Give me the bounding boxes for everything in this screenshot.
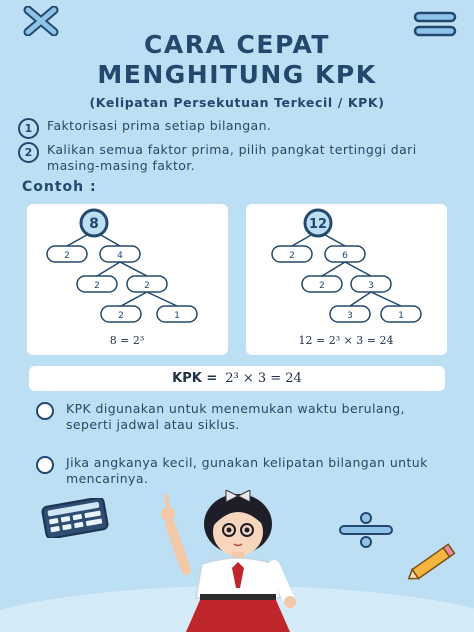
bullet-circle-icon [36,402,54,420]
tip-1 [36,401,446,433]
step-1 [18,118,447,139]
kpk-expression: 2³ × 3 = 24 [225,371,302,386]
pencil-icon [404,540,460,586]
calculator-icon [40,498,110,538]
factor-tree-card-12 [246,204,447,355]
tree-node: 2 [64,251,70,261]
tree-node: 1 [174,311,180,321]
tree-node: 2 [319,281,325,291]
kpk-label: KPK = [172,371,218,386]
tip-text: Jika angkanya kecil, gunakan kelipatan bilangan untuk mencarinya. [66,455,428,486]
title-line-2: MENGHITUNG KPK [97,60,377,89]
step-2 [18,142,447,174]
step-number: 1 [18,118,39,139]
student-illustration [156,490,316,632]
factor-tree-8 [27,204,228,355]
step-text: Faktorisasi prima setiap bilangan. [47,118,272,133]
factor-tree-12 [246,204,447,355]
tree-node: 2 [144,281,150,291]
step-number: 2 [18,142,39,163]
tree-node: 3 [368,281,374,291]
title-line-1: CARA CEPAT [144,30,330,59]
tree-node: 6 [342,251,348,261]
kpk-result-bar [29,366,445,391]
tree-node: 2 [118,311,124,321]
tree-result: 12 = 2³ × 3 = 24 [298,334,394,347]
tree-result: 8 = 2³ [109,334,145,347]
tip-text: KPK digunakan untuk menemukan waktu berulang, seperti jadwal atau siklus. [66,401,405,432]
factor-tree-card-8 [27,204,228,355]
page-title [0,30,474,90]
tree-node: 1 [398,311,404,321]
example-label: Contoh : [22,179,97,195]
tree-node: 2 [289,251,295,261]
tree-node: 3 [347,311,353,321]
tree-node: 2 [94,281,100,291]
bullet-circle-icon [36,456,54,474]
step-text: Kalikan semua faktor prima, pilih pangkat tertinggi dari masing-masing faktor. [47,142,417,173]
division-icon [336,512,396,548]
tip-2 [36,455,446,487]
tree-node-root: 12 [308,217,328,232]
tree-node-root: 8 [89,216,99,232]
subtitle: (Kelipatan Persekutuan Terkecil / KPK) [89,95,385,110]
tree-node: 4 [117,251,123,261]
